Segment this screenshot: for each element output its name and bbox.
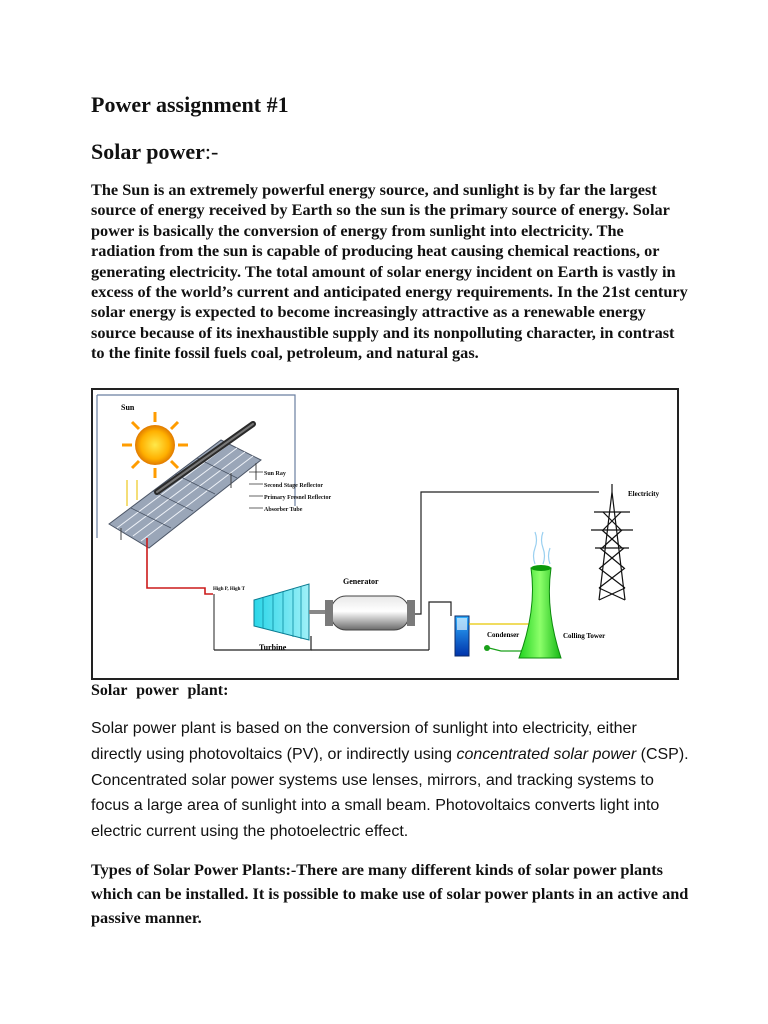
section-heading-solar-power	[91, 139, 218, 165]
plant-text-1: Solar power plant is based on the conversion of sunlight into electricity, either directly using photovoltaics (PV), or indirectly using	[91, 720, 637, 763]
generator-icon	[325, 596, 415, 630]
intro-paragraph	[91, 180, 691, 364]
types-text: -There are many different kinds of solar power plants which can be installed. It is possible to make use of solar power plants in an active and passive manner.	[91, 860, 689, 927]
label-absorber-tube: Absorber Tube	[264, 507, 303, 513]
label-cooling-tower: Colling Tower	[563, 632, 606, 640]
document-title: Power assignment #1	[91, 92, 289, 117]
condenser-icon	[455, 616, 469, 656]
label-primary-fresnel-reflector: Primary Fresnel Reflector	[264, 495, 332, 501]
pump-icon	[484, 645, 490, 651]
label-sun: Sun	[121, 403, 135, 412]
types-paragraph	[91, 858, 691, 929]
types-heading: Types of Solar Power Plants:	[91, 860, 291, 879]
intro-sentence-2: is basically the conversion of energy from sunlight into electricity. The radiation from the sun is capable of producing heat causing chemical reactions, or generating electricity. The total amount of solar energy incident on Earth is vastly in excess of the world’s current and anticipated energy requirements. In the 21st century solar energy is expected to become increasingly attractive as a renewable energy source because of its inexhaustible supply and its nonpolluting character, in contrast to the finite fossil fuels coal, petroleum, and natural gas.	[91, 220, 688, 363]
label-high-p-high-t: High P, High T	[213, 587, 245, 592]
solar-power-plant-paragraph	[91, 716, 691, 845]
label-condenser: Condenser	[487, 631, 520, 639]
heading-text: Solar power	[91, 139, 205, 164]
label-turbine: Turbine	[259, 643, 287, 652]
label-second-stage-reflector: Second Stage Reflector	[264, 483, 323, 489]
label-generator: Generator	[343, 577, 379, 586]
solar-plant-diagram	[91, 388, 679, 680]
solar-power-plant-heading: Solar power plant:	[91, 682, 229, 699]
csp-link-text: concentrated solar power	[456, 745, 637, 763]
plant-text-2: (CSP). Concentrated solar power systems use lenses, mirrors, and tracking systems to focus a large area of sunlight into a small beam. Photovoltaics converts light into electric current using the photoelectric effect.	[91, 745, 689, 841]
label-sun-ray: Sun Ray	[264, 471, 286, 477]
heading-suffix: :-	[204, 139, 219, 164]
solar-power-term: Solar power	[91, 200, 670, 240]
intro-sentence-1: The Sun is an extremely powerful energy source, and sunlight is by far the largest source of energy received by Earth so the sun is the primary source of energy.	[91, 180, 657, 220]
label-electricity: Electricity	[628, 490, 660, 498]
